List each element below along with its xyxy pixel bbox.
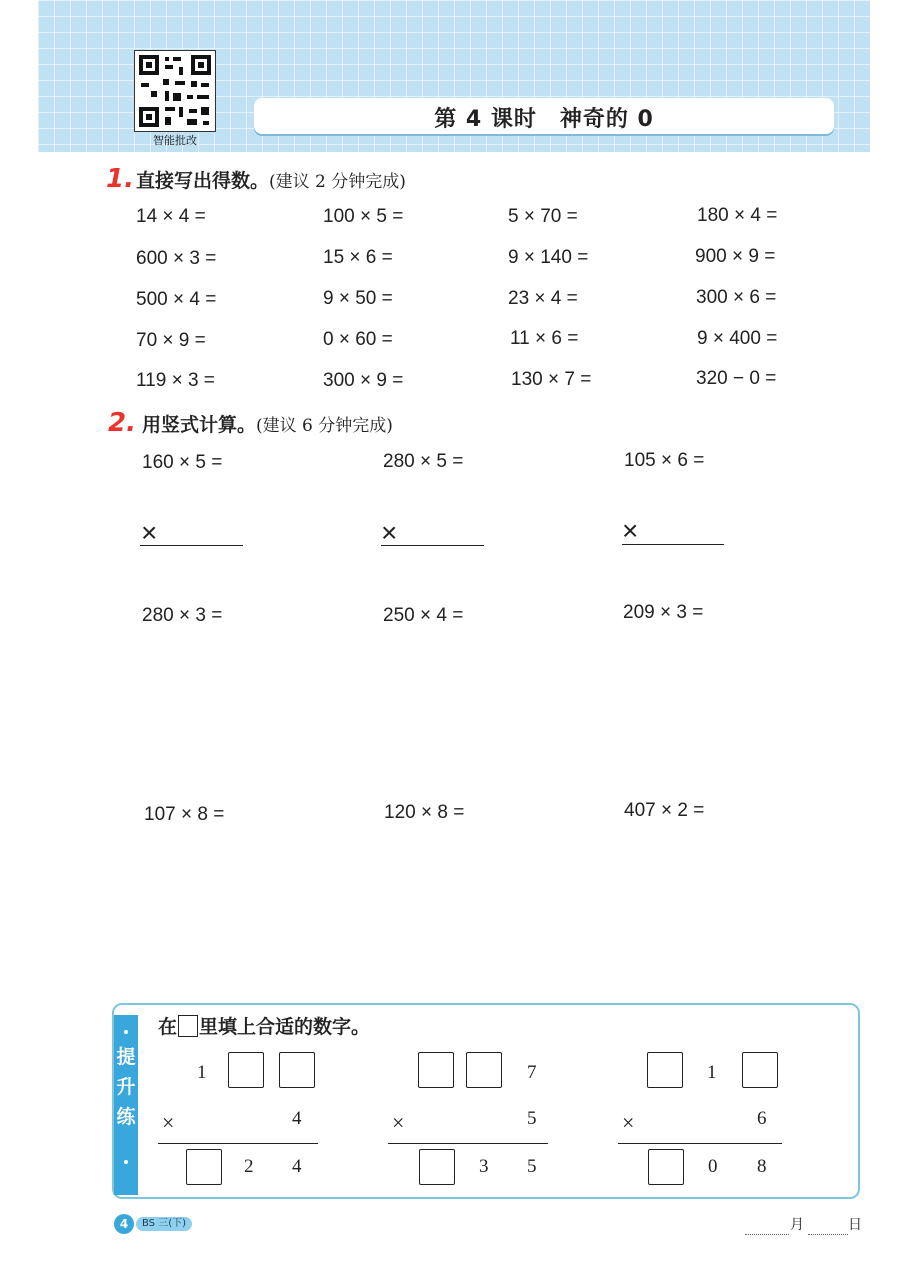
- vertical-calc-line: [140, 545, 243, 546]
- vertical-calc-line: [622, 544, 724, 545]
- oral-expression: 300 × 6 =: [696, 287, 777, 308]
- month-label: 月: [790, 1217, 804, 1233]
- oral-expression: 0 × 60 =: [323, 329, 393, 350]
- times-sign: ×: [162, 1110, 175, 1135]
- oral-expression: 9 × 50 =: [323, 288, 393, 309]
- page-number: 4: [114, 1214, 134, 1234]
- section-2-title: [142, 410, 393, 437]
- oral-expression: 5 × 70 =: [508, 206, 578, 227]
- oral-expression: 15 × 6 =: [323, 247, 393, 268]
- answer-box[interactable]: [648, 1149, 684, 1185]
- answer-box[interactable]: [647, 1052, 683, 1088]
- side-dot: [124, 1160, 128, 1164]
- oral-expression: 9 × 140 =: [508, 247, 589, 268]
- vertical-problem: 280 × 5 =: [383, 451, 464, 472]
- answer-box[interactable]: [419, 1149, 455, 1185]
- oral-expression: 14 × 4 =: [136, 206, 206, 227]
- oral-expression: 119 × 3 =: [136, 370, 215, 391]
- oral-expression: 300 × 9 =: [323, 370, 404, 391]
- puzzle-multiplier: 4: [292, 1108, 302, 1129]
- oral-expression: 320 − 0 =: [696, 368, 777, 389]
- vertical-problem: 105 × 6 =: [624, 450, 705, 471]
- puzzle-digit: 2: [244, 1156, 254, 1177]
- grade-tag: BS 三(下): [136, 1217, 192, 1231]
- side-dot: [124, 1030, 128, 1034]
- month-blank[interactable]: [745, 1234, 789, 1235]
- day-label: 日: [848, 1217, 862, 1233]
- blank-box-icon: [178, 1015, 198, 1037]
- qr-code-icon[interactable]: [134, 50, 216, 132]
- extension-title-after: 里填上合适的数字。: [199, 1016, 371, 1038]
- oral-expression: 180 × 4 =: [697, 205, 778, 226]
- puzzle-digit: 0: [708, 1156, 718, 1177]
- puzzle-digit: 7: [527, 1062, 537, 1083]
- extension-title: [158, 1012, 370, 1039]
- vertical-problem: 280 × 3 =: [142, 605, 223, 626]
- oral-expression: 70 × 9 =: [136, 330, 206, 351]
- vertical-calc-line: [381, 545, 484, 546]
- answer-box[interactable]: [466, 1052, 502, 1088]
- oral-expression: 100 × 5 =: [323, 206, 404, 227]
- lesson-title: 第 4 课时 神奇的 0: [434, 107, 654, 132]
- puzzle-multiplier: 6: [757, 1108, 767, 1129]
- puzzle-digit: 5: [527, 1156, 537, 1177]
- oral-expression: 11 × 6 =: [510, 328, 579, 349]
- oral-expression: 600 × 3 =: [136, 248, 217, 269]
- puzzle-digit: 3: [479, 1156, 489, 1177]
- section-1-title-text: 直接写出得数。: [136, 170, 270, 192]
- section-1-title: [136, 166, 406, 193]
- section-1-hint: (建议 2 分钟完成): [269, 172, 406, 192]
- times-sign: ×: [392, 1110, 405, 1135]
- times-sign: ×: [622, 1110, 635, 1135]
- oral-expression: 900 × 9 =: [695, 246, 776, 267]
- answer-box[interactable]: [279, 1052, 315, 1088]
- puzzle-digit: 4: [292, 1156, 302, 1177]
- times-sign: ×: [622, 515, 639, 546]
- day-blank[interactable]: [808, 1234, 848, 1235]
- oral-expression: 9 × 400 =: [697, 328, 778, 349]
- puzzle-multiplier: 5: [527, 1108, 537, 1129]
- oral-expression: 23 × 4 =: [508, 288, 578, 309]
- answer-box[interactable]: [186, 1149, 222, 1185]
- section-2-number: 2.: [108, 408, 136, 438]
- vertical-problem: 407 × 2 =: [624, 800, 705, 821]
- times-sign: ×: [141, 517, 158, 548]
- extension-tab-label: [114, 1042, 138, 1132]
- answer-box[interactable]: [418, 1052, 454, 1088]
- puzzle-digit: 8: [757, 1156, 767, 1177]
- oral-expression: 130 × 7 =: [511, 369, 592, 390]
- vertical-problem: 107 × 8 =: [144, 804, 225, 825]
- tab-char: 练: [116, 1106, 136, 1128]
- puzzle-line: [158, 1143, 318, 1144]
- footer-badge: [114, 1214, 202, 1234]
- puzzle-line: [618, 1143, 782, 1144]
- qr-label: 智能批改: [153, 134, 197, 147]
- puzzle-digit: 1: [707, 1062, 717, 1083]
- section-1-number: 1.: [106, 164, 134, 194]
- extension-title-before: 在: [158, 1016, 178, 1038]
- answer-box[interactable]: [742, 1052, 778, 1088]
- times-sign: ×: [381, 517, 398, 548]
- vertical-problem: 160 × 5 =: [142, 452, 223, 473]
- answer-box[interactable]: [228, 1052, 264, 1088]
- vertical-problem: 250 × 4 =: [383, 605, 464, 626]
- puzzle-digit: 1: [197, 1062, 207, 1083]
- oral-expression: 500 × 4 =: [136, 289, 217, 310]
- puzzle-line: [388, 1143, 548, 1144]
- section-2-title-text: 用竖式计算。: [142, 414, 257, 436]
- vertical-problem: 120 × 8 =: [384, 802, 465, 823]
- section-2-hint: (建议 6 分钟完成): [256, 416, 393, 436]
- vertical-problem: 209 × 3 =: [623, 602, 704, 623]
- lesson-title-bar: [254, 98, 834, 134]
- tab-char: 提: [116, 1046, 136, 1068]
- tab-char: 升: [116, 1076, 136, 1098]
